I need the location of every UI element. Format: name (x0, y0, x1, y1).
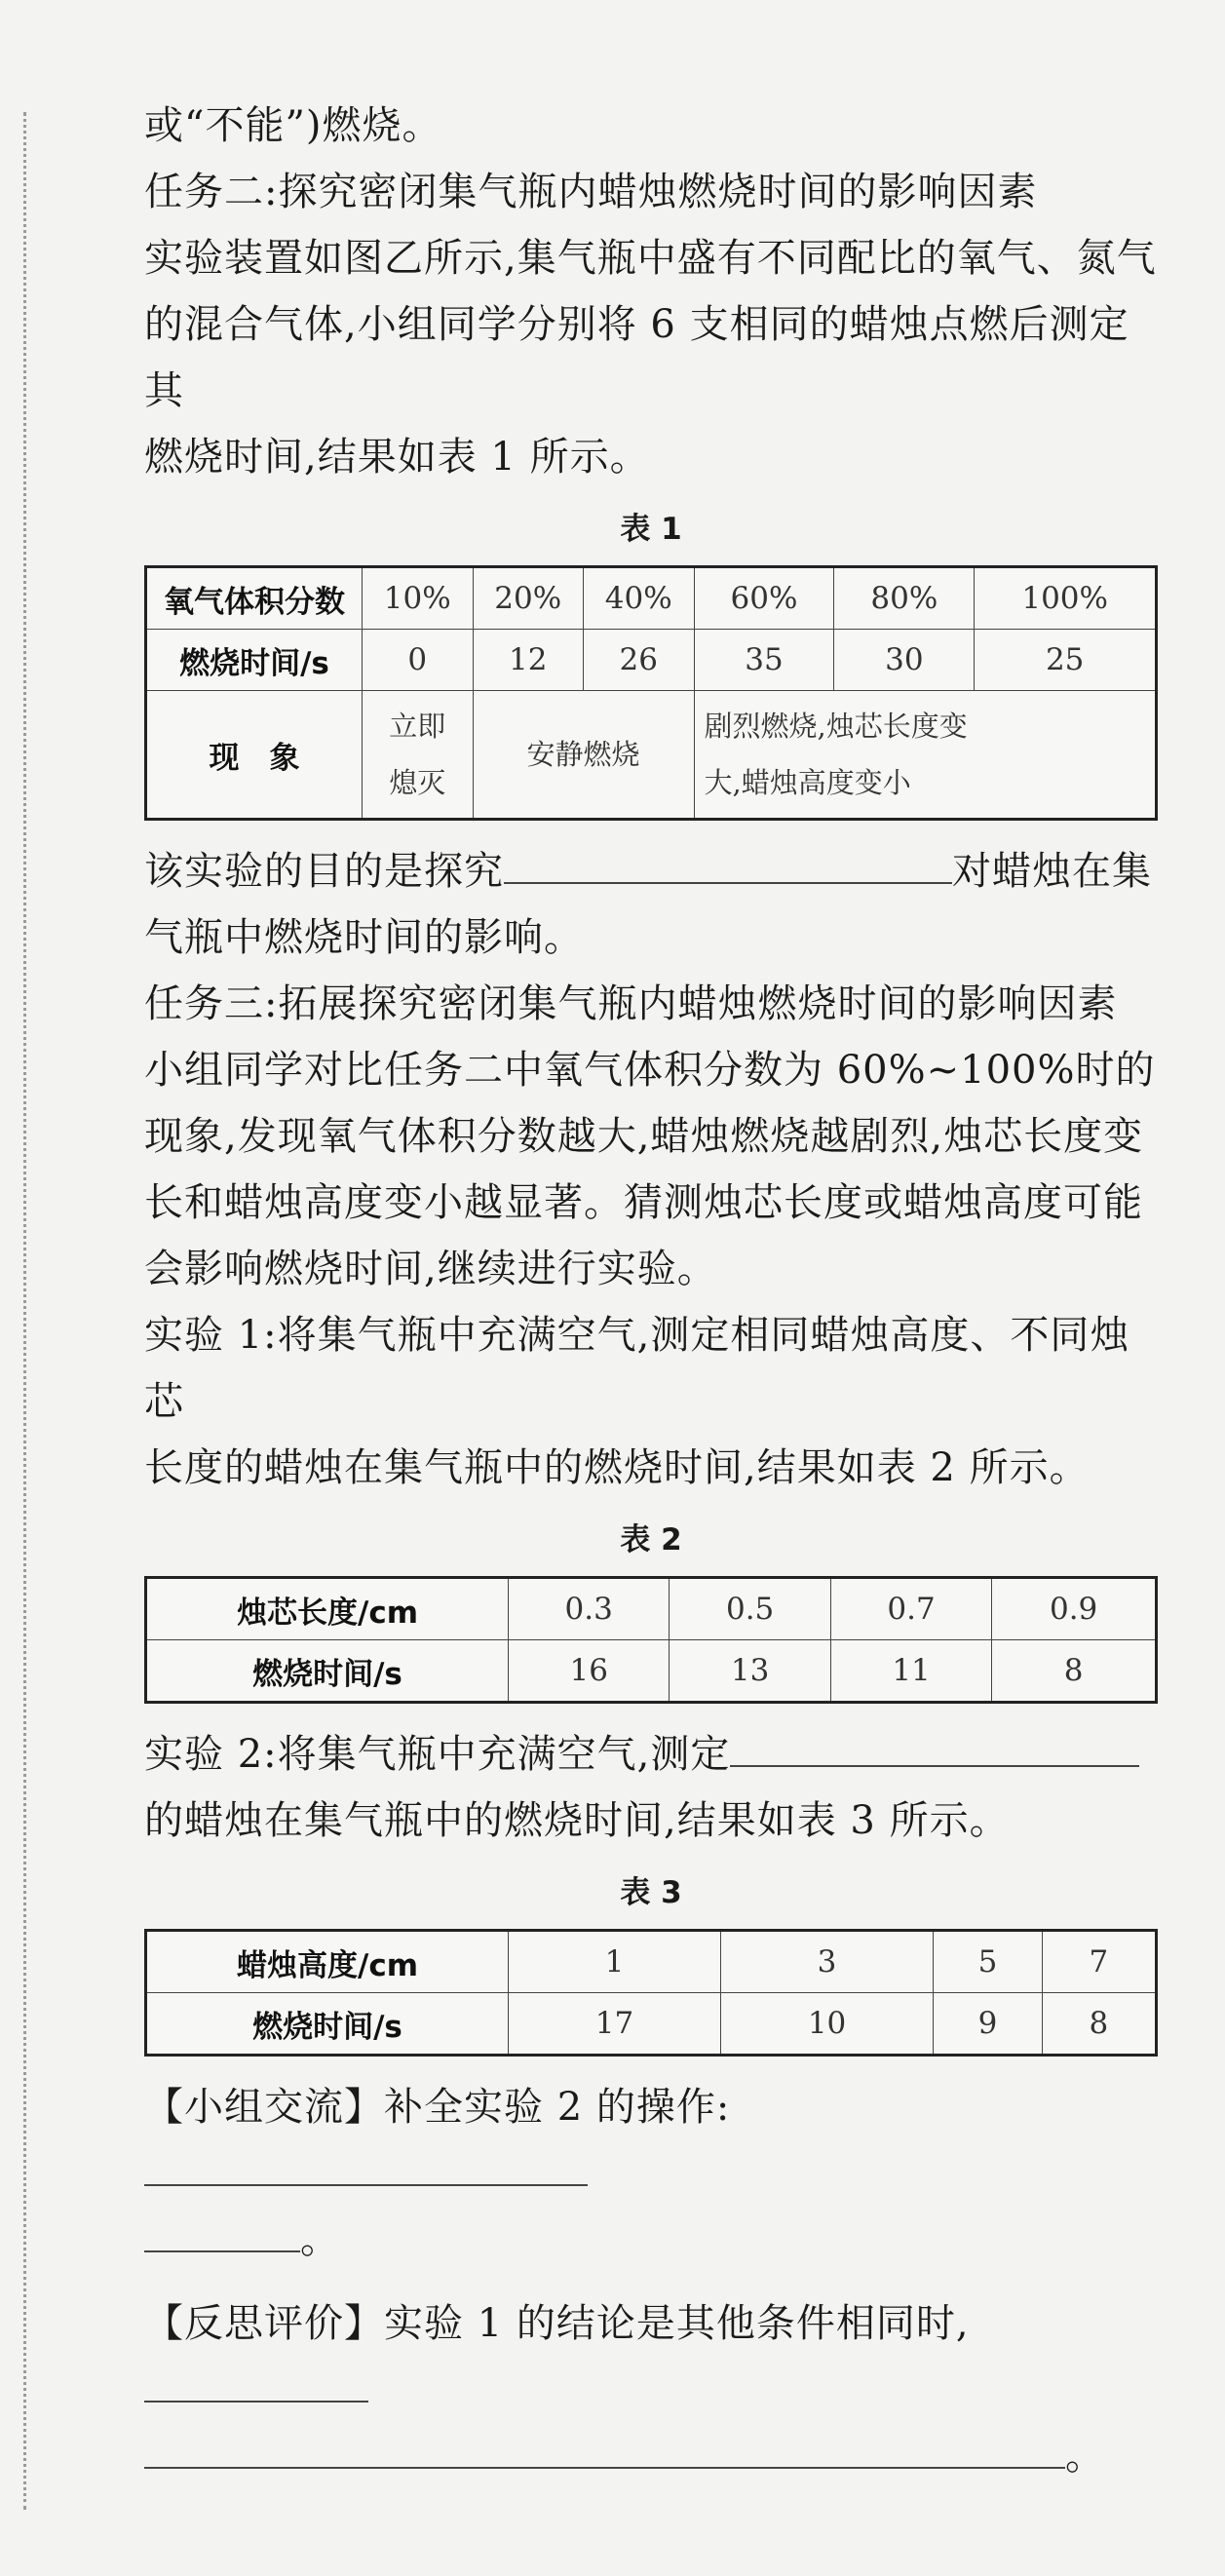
phenomenon-cell-1 (363, 691, 474, 820)
discussion-period: 。 (300, 2217, 340, 2262)
row-label-phenomenon: 现 象 (146, 691, 363, 820)
purpose-blank[interactable] (504, 845, 952, 884)
reflection-label: 【反思评价】实验 1 的结论是其他条件相同时, (144, 2301, 970, 2346)
table-cell: 13 (670, 1640, 830, 1703)
table-cell: 25 (975, 630, 1157, 691)
exp2-line-1 (144, 1721, 1158, 1788)
exp2-line-2: 的蜡烛在集气瓶中的燃烧时间,结果如表 3 所示。 (144, 1798, 1010, 1843)
table-cell: 35 (694, 630, 834, 691)
row-label-time: 燃烧时间/s (146, 1993, 509, 2056)
exp2-blank[interactable] (730, 1728, 1139, 1767)
row-label-height: 蜡烛高度/cm (146, 1931, 509, 1993)
table-cell: 30 (834, 630, 975, 691)
table-cell: 100% (975, 567, 1157, 630)
table2-caption: 表 2 (620, 1522, 682, 1557)
table-cell: 40% (584, 567, 695, 630)
phenomenon-text: 剧烈燃烧,烛芯长度变 (704, 710, 968, 743)
exp2-pre: 实验 2:将集气瓶中充满空气,测定 (144, 1732, 731, 1777)
discussion-line-2 (144, 2207, 1158, 2273)
row-label-time: 燃烧时间/s (146, 630, 363, 691)
task2-line-2: 的混合气体,小组同学分别将 6 支相同的蜡烛点燃后测定其 (144, 302, 1129, 413)
table2 (144, 1576, 1158, 1704)
table1 (144, 565, 1158, 821)
table-cell: 0.9 (992, 1578, 1157, 1640)
table-cell: 8 (1042, 1993, 1156, 2056)
purpose-line-1 (144, 838, 1158, 904)
table-row (146, 630, 1157, 691)
table-cell: 1 (509, 1931, 721, 1993)
table-cell: 11 (830, 1640, 991, 1703)
discussion-blank-2[interactable] (144, 2213, 300, 2252)
purpose-post: 对蜡烛在集 (952, 849, 1152, 894)
task3-line-3: 长和蜡烛高度变小越显著。猜测烛芯长度或蜡烛高度可能 (144, 1180, 1143, 1225)
table-row (146, 1578, 1157, 1640)
reflection-line-2 (144, 2423, 1158, 2489)
table3 (144, 1929, 1158, 2057)
phenomenon-text: 熄灭 (389, 766, 446, 799)
table-cell: 20% (473, 567, 584, 630)
task3-line-2: 现象,发现氧气体积分数越大,蜡烛燃烧越剧烈,烛芯长度变 (144, 1114, 1144, 1159)
phenomenon-text: 大,蜡烛高度变小 (704, 766, 911, 799)
table-row (146, 1640, 1157, 1703)
phenomenon-text: 立即 (389, 710, 446, 743)
task3-line-1: 小组同学对比任务二中氧气体积分数为 60%~100%时的 (144, 1048, 1156, 1093)
table-cell: 5 (934, 1931, 1043, 1993)
discussion-line-1 (144, 2074, 1158, 2207)
table-row (146, 567, 1157, 630)
reflection-period: 。 (1065, 2434, 1105, 2479)
purpose-line-2: 气瓶中燃烧时间的影响。 (144, 915, 584, 960)
table3-caption: 表 3 (620, 1875, 682, 1910)
row-label-time: 燃烧时间/s (146, 1640, 509, 1703)
task3-title: 任务三:拓展探究密闭集气瓶内蜡烛燃烧时间的影响因素 (144, 981, 1118, 1026)
table-cell: 0.5 (670, 1578, 830, 1640)
row-label-oxygen: 氧气体积分数 (146, 567, 363, 630)
phenomenon-cell-2: 安静燃烧 (473, 691, 694, 820)
table-cell: 0 (363, 630, 474, 691)
table-cell: 17 (509, 1993, 721, 2056)
discussion-blank-1[interactable] (144, 2147, 588, 2186)
table-cell: 7 (1042, 1931, 1156, 1993)
phenomenon-cell-3 (694, 691, 1157, 820)
table-cell: 12 (473, 630, 584, 691)
purpose-pre: 该实验的目的是探究 (144, 849, 504, 894)
reflection-line-1 (144, 2290, 1158, 2423)
table-cell: 0.3 (509, 1578, 670, 1640)
table-cell: 8 (992, 1640, 1157, 1703)
table-cell: 3 (721, 1931, 934, 1993)
reflection-blank-2[interactable] (144, 2430, 1065, 2469)
task3-line-4: 会影响燃烧时间,继续进行实验。 (144, 1247, 717, 1291)
table-row (146, 1993, 1157, 2056)
table-cell: 60% (694, 567, 834, 630)
reflection-blank-1[interactable] (144, 2364, 368, 2403)
table-cell: 10% (363, 567, 474, 630)
table-cell: 9 (934, 1993, 1043, 2056)
page-content (144, 93, 1158, 2489)
exp1-line-2: 长度的蜡烛在集气瓶中的燃烧时间,结果如表 2 所示。 (144, 1445, 1090, 1490)
table-row (146, 1931, 1157, 1993)
task2-line-1: 实验装置如图乙所示,集气瓶中盛有不同配比的氧气、氮气 (144, 236, 1157, 281)
margin-dotted-line (23, 112, 26, 2510)
discussion-label: 【小组交流】补全实验 2 的操作: (144, 2085, 731, 2130)
table-cell: 16 (509, 1640, 670, 1703)
table-cell: 80% (834, 567, 975, 630)
para-continuation: 或“不能”)燃烧。 (144, 103, 442, 148)
table-cell: 10 (721, 1993, 934, 2056)
task2-title: 任务二:探究密闭集气瓶内蜡烛燃烧时间的影响因素 (144, 170, 1038, 214)
table-row (146, 691, 1157, 820)
exp1-line-1: 实验 1:将集气瓶中充满空气,测定相同蜡烛高度、不同烛芯 (144, 1313, 1130, 1424)
row-label-wick: 烛芯长度/cm (146, 1578, 509, 1640)
table-cell: 0.7 (830, 1578, 991, 1640)
table-cell: 26 (584, 630, 695, 691)
task2-line-3: 燃烧时间,结果如表 1 所示。 (144, 435, 650, 480)
table1-caption: 表 1 (620, 512, 682, 547)
